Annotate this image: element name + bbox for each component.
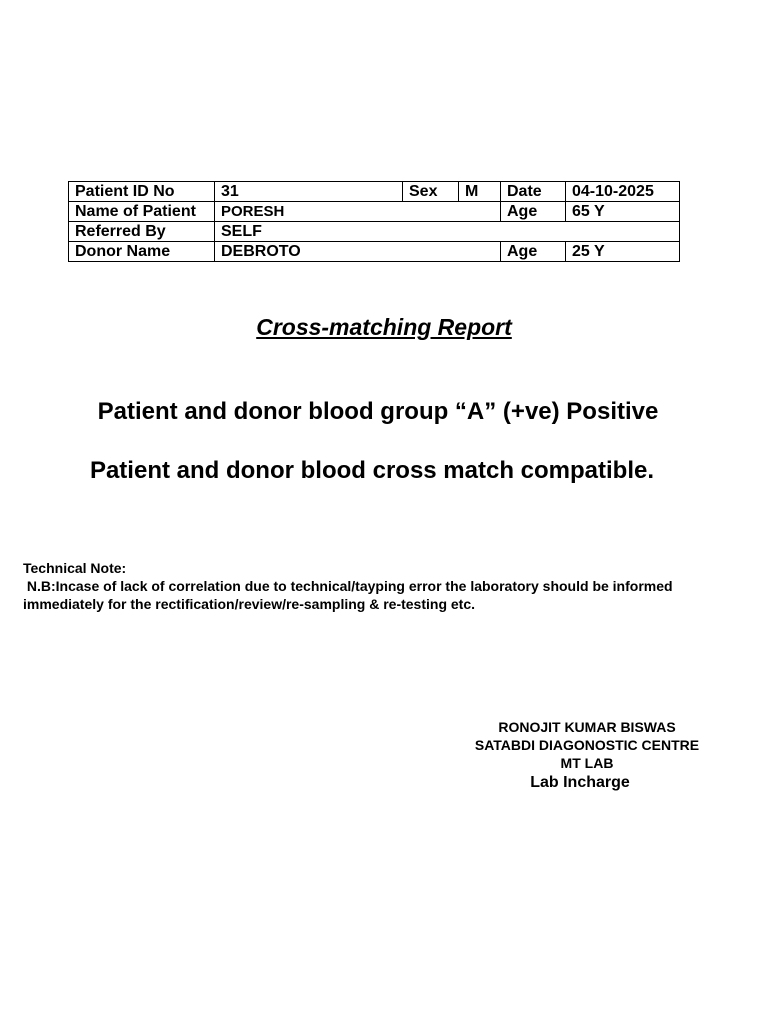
patient-id-value: 31 xyxy=(215,182,403,202)
signatory-department: MT LAB xyxy=(560,755,614,771)
table-row xyxy=(69,182,680,202)
sex-value: M xyxy=(459,182,501,202)
donor-age-label: Age xyxy=(501,242,566,262)
table-row xyxy=(69,202,680,222)
date-label: Date xyxy=(501,182,566,202)
technical-note-heading: Technical Note: xyxy=(23,560,127,576)
signature-block xyxy=(450,718,724,793)
donor-name-label: Donor Name xyxy=(69,242,215,262)
patient-age-value: 65 Y xyxy=(566,202,680,222)
patient-age-label: Age xyxy=(501,202,566,222)
table-row xyxy=(69,242,680,262)
referred-by-value: SELF xyxy=(215,222,680,242)
crossmatch-result: Patient and donor blood cross match compatible. xyxy=(89,457,655,484)
report-title: Cross-matching Report xyxy=(256,314,512,340)
donor-age-value: 25 Y xyxy=(566,242,680,262)
patient-id-label: Patient ID No xyxy=(69,182,215,202)
signatory-organization: SATABDI DIAGONOSTIC CENTRE xyxy=(474,737,700,753)
blood-group-result: Patient and donor blood group “A” (+ve) Positive xyxy=(97,398,659,425)
patient-name-value: PORESH xyxy=(215,202,501,222)
technical-note-body: N.B:Incase of lack of correlation due to technical/tayping error the laboratory should be informed immediately for the rectification/review/re-sampling & re-testing etc. xyxy=(23,578,677,612)
signatory-name: RONOJIT KUMAR BISWAS xyxy=(498,719,676,735)
signatory-title: Lab Incharge xyxy=(530,774,630,791)
table-row xyxy=(69,222,680,242)
referred-by-label: Referred By xyxy=(69,222,215,242)
date-value: 04-10-2025 xyxy=(566,182,680,202)
technical-note xyxy=(23,559,748,613)
donor-name-value: DEBROTO xyxy=(215,242,501,262)
sex-label: Sex xyxy=(403,182,459,202)
patient-info-table xyxy=(68,181,680,262)
patient-name-label: Name of Patient xyxy=(69,202,215,222)
